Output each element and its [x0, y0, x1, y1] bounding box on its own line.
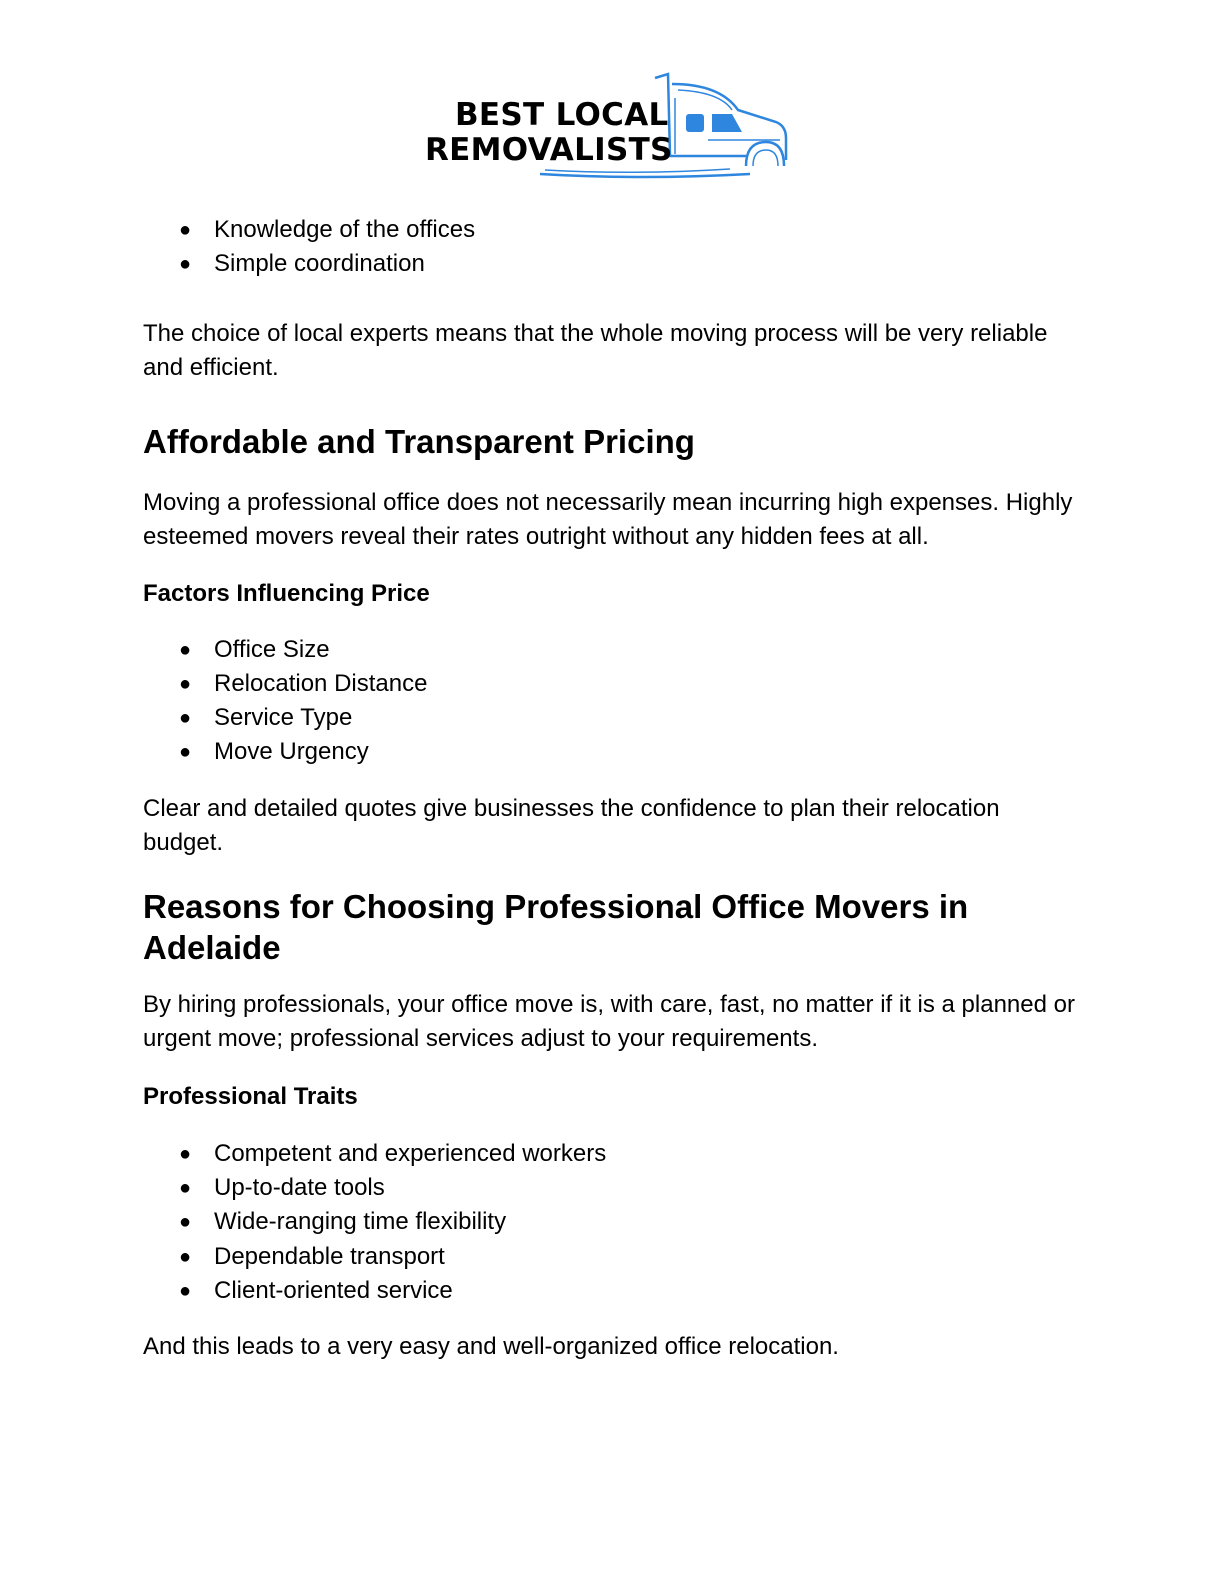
bullet-icon: ●: [179, 1279, 192, 1302]
brand-logo: [420, 70, 790, 182]
pricing-subheading: Factors Influencing Price: [143, 579, 430, 607]
list-item: ● Dependable transport: [143, 1240, 1083, 1274]
list-item: ● Competent and experienced workers: [143, 1137, 1083, 1171]
logo-line-2: REMOVALISTS: [425, 132, 673, 168]
bullet-icon: ●: [179, 1211, 192, 1234]
logo-text: [425, 98, 673, 168]
intro-paragraph: The choice of local experts means that the whole moving process will be very reliable and efficient.: [143, 319, 1048, 381]
bullet-icon: ●: [179, 1245, 192, 1268]
list-item: ● Office Size: [143, 633, 1083, 667]
bullet-icon: ●: [179, 741, 192, 764]
professional-traits-list: [143, 1137, 1083, 1308]
pricing-paragraph: Moving a professional office does not necessarily mean incurring high expenses. Highly esteemed movers reveal their rates outright without any hidden fees at all.: [143, 488, 1073, 550]
document-body: [143, 213, 1083, 1364]
bullet-icon: ●: [179, 219, 192, 241]
bullet-icon: ●: [179, 253, 192, 276]
bullet-icon: ●: [179, 1177, 192, 1200]
intro-list: [143, 213, 1083, 282]
list-item: ● Simple coordination: [143, 247, 1083, 281]
bullet-icon: ●: [179, 638, 192, 661]
list-item: ● Relocation Distance: [143, 667, 1083, 701]
reasons-paragraph: By hiring professionals, your office move is, with care, fast, no matter if it is a planned or urgent move; professional services adjust to your requirements.: [143, 990, 1075, 1052]
list-item: ● Move Urgency: [143, 735, 1083, 769]
bullet-icon: ●: [179, 672, 192, 695]
pricing-factors-list: [143, 633, 1083, 770]
list-item: ● Service Type: [143, 701, 1083, 735]
bullet-icon: ●: [179, 707, 192, 730]
reasons-heading: Reasons for Choosing Professional Office Movers in Adelaide: [143, 887, 969, 966]
reasons-subheading: Professional Traits: [143, 1082, 358, 1110]
reasons-closing: And this leads to a very easy and well-organized office relocation.: [143, 1333, 839, 1361]
list-item: ● Client-oriented service: [143, 1274, 1083, 1308]
pricing-heading: Affordable and Transparent Pricing: [143, 422, 695, 460]
list-item: ● Up-to-date tools: [143, 1171, 1083, 1205]
list-item: ● Knowledge of the offices: [143, 213, 1083, 247]
pricing-closing: Clear and detailed quotes give businesses the confidence to plan their relocation budget.: [143, 794, 1000, 856]
logo-line-1: BEST LOCAL: [455, 97, 669, 133]
bullet-icon: ●: [179, 1142, 192, 1165]
list-item: ● Wide-ranging time flexibility: [143, 1205, 1083, 1239]
